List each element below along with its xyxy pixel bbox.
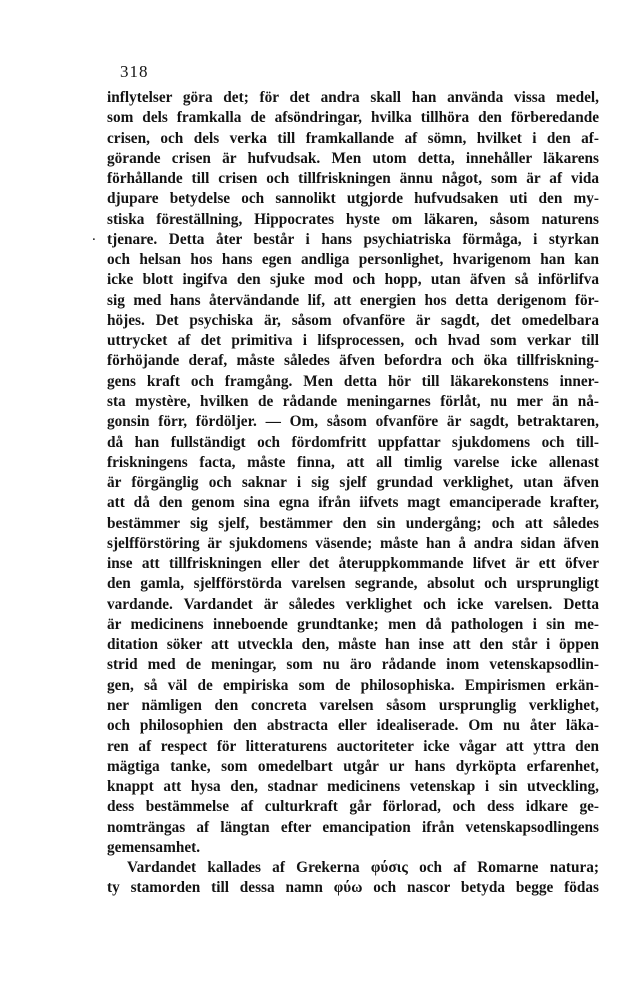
text-line: förhållande till crisen och tillfriskningen ännu något, som är af vida — [107, 170, 599, 188]
text-line: tjenare. Detta åter består i hans psychiatriska förmåga, i styrkan — [107, 230, 599, 248]
text-line: gonsin förr, fördöljer. — Om, såsom ofvanföre är sagdt, betraktaren, — [107, 413, 599, 431]
text-line: crisen, och dels verka till framkallande af sömn, hvilket i den af- — [107, 129, 599, 147]
text-line: ty stamorden till dessa namn φύω och nascor betyda begge födas — [107, 879, 599, 897]
text-line: gen, så väl de empiriska som de philosophiska. Empirismen erkän- — [107, 676, 599, 694]
text-line: strid med de meningar, som nu äro rådande inom vetenskapsodlin- — [107, 656, 599, 674]
text-line: mägtiga tanke, som omedelbart utgår ur hans dyrköpta erfarenhet, — [107, 757, 599, 775]
margin-mark: . — [92, 228, 96, 244]
text-line: uttrycket af det primitiva i lifsprocessen, och hvad som verkar till — [107, 332, 599, 350]
body-text — [107, 88, 599, 899]
text-line: inse att tillfriskningen eller det återuppkommande lifvet är ett öfver — [107, 555, 599, 573]
text-line: Vardandet kallades af Grekerna φύσις och af Romarne natura; — [127, 859, 599, 877]
text-line: ren af respect för litteraturens auctoriteter icke vågar att yttra den — [107, 737, 599, 755]
text-line: sjelfförstöring är sjukdomens väsende; måste han å andra sidan äfven — [107, 534, 599, 552]
text-line: djupare betydelse och sannolikt utgjorde hufvudsaken uti den my- — [107, 190, 599, 208]
text-line: vardande. Vardandet är således verklighet och icke varelsen. Detta — [107, 595, 599, 613]
text-line: inflytelser göra det; för det andra skall han använda vissa medel, — [107, 89, 599, 106]
text-line: är förgänglig och saknar i sig sjelf grundad verklighet, utan äfven — [107, 474, 599, 492]
text-line: som dels framkalla de afsöndringar, hvilka tillhöra den förberedande — [107, 109, 599, 127]
text-line: stiska föreställning, Hippocrates hyste om läkaren, såsom naturens — [107, 210, 599, 228]
text-line: gens kraft och framgång. Men detta hör till läkarekonstens inner- — [107, 372, 599, 390]
text-line: nomträngas af längtan efter emancipation ifrån vetenskapsodlingens — [107, 818, 599, 836]
page-number: 318 — [120, 62, 149, 81]
text-line: görande crisen är hufvudsak. Men utom detta, innehåller läkarens — [107, 149, 599, 167]
text-line: sta mystère, hvilken de rådande meningarnes förlåt, nu mer än nå- — [107, 392, 599, 410]
text-line: är medicinens inneboende grundtanke; men då pathologen i sin me- — [107, 615, 599, 633]
text-line: och philosophien den abstracta eller idealiserade. Om nu åter läka- — [107, 717, 599, 735]
text-line: gemensamhet. — [107, 838, 201, 856]
text-line: förhöjande deraf, måste således äfven befordra och öka tillfriskning- — [107, 352, 599, 370]
text-line: den gamla, sjelfförstörda varelsen segrande, absolut och ursprungligt — [107, 575, 599, 593]
text-line: knappt att hysa den, stadnar medicinens vetenskap i sin utveckling, — [107, 778, 599, 796]
text-line: höjes. Det psychiska är, såsom ofvanföre är sagdt, det omedelbara — [107, 311, 599, 329]
text-line: och helsan hos hans egen andliga personlighet, hvarigenom han kan — [107, 251, 599, 269]
text-line: dess bestämmelse af culturkraft går förlorad, och dess idkare ge- — [107, 798, 599, 816]
text-line: icke blott ingifva den sjuke mod och hopp, utan äfven så införlifva — [107, 271, 599, 289]
text-line: ner nämligen den concreta varelsen såsom ursprunglig verklighet, — [107, 696, 599, 714]
text-line: att då den genom sina egna ifrån iifvets magt emanciperade krafter, — [107, 494, 599, 512]
text-line: friskningens facta, måste finna, att all timlig varelse icke allenast — [107, 453, 599, 471]
text-line: sig med hans återvändande lif, att energien hos detta derigenom för- — [107, 291, 599, 309]
text-line: då han fullständigt och fördomfritt uppfattar sjukdomens och till- — [107, 433, 599, 451]
text-line: ditation söker att utveckla den, måste han inse att den står i öppen — [107, 636, 599, 654]
text-line: bestämmer sig sjelf, bestämmer den sin undergång; och att således — [107, 514, 599, 532]
